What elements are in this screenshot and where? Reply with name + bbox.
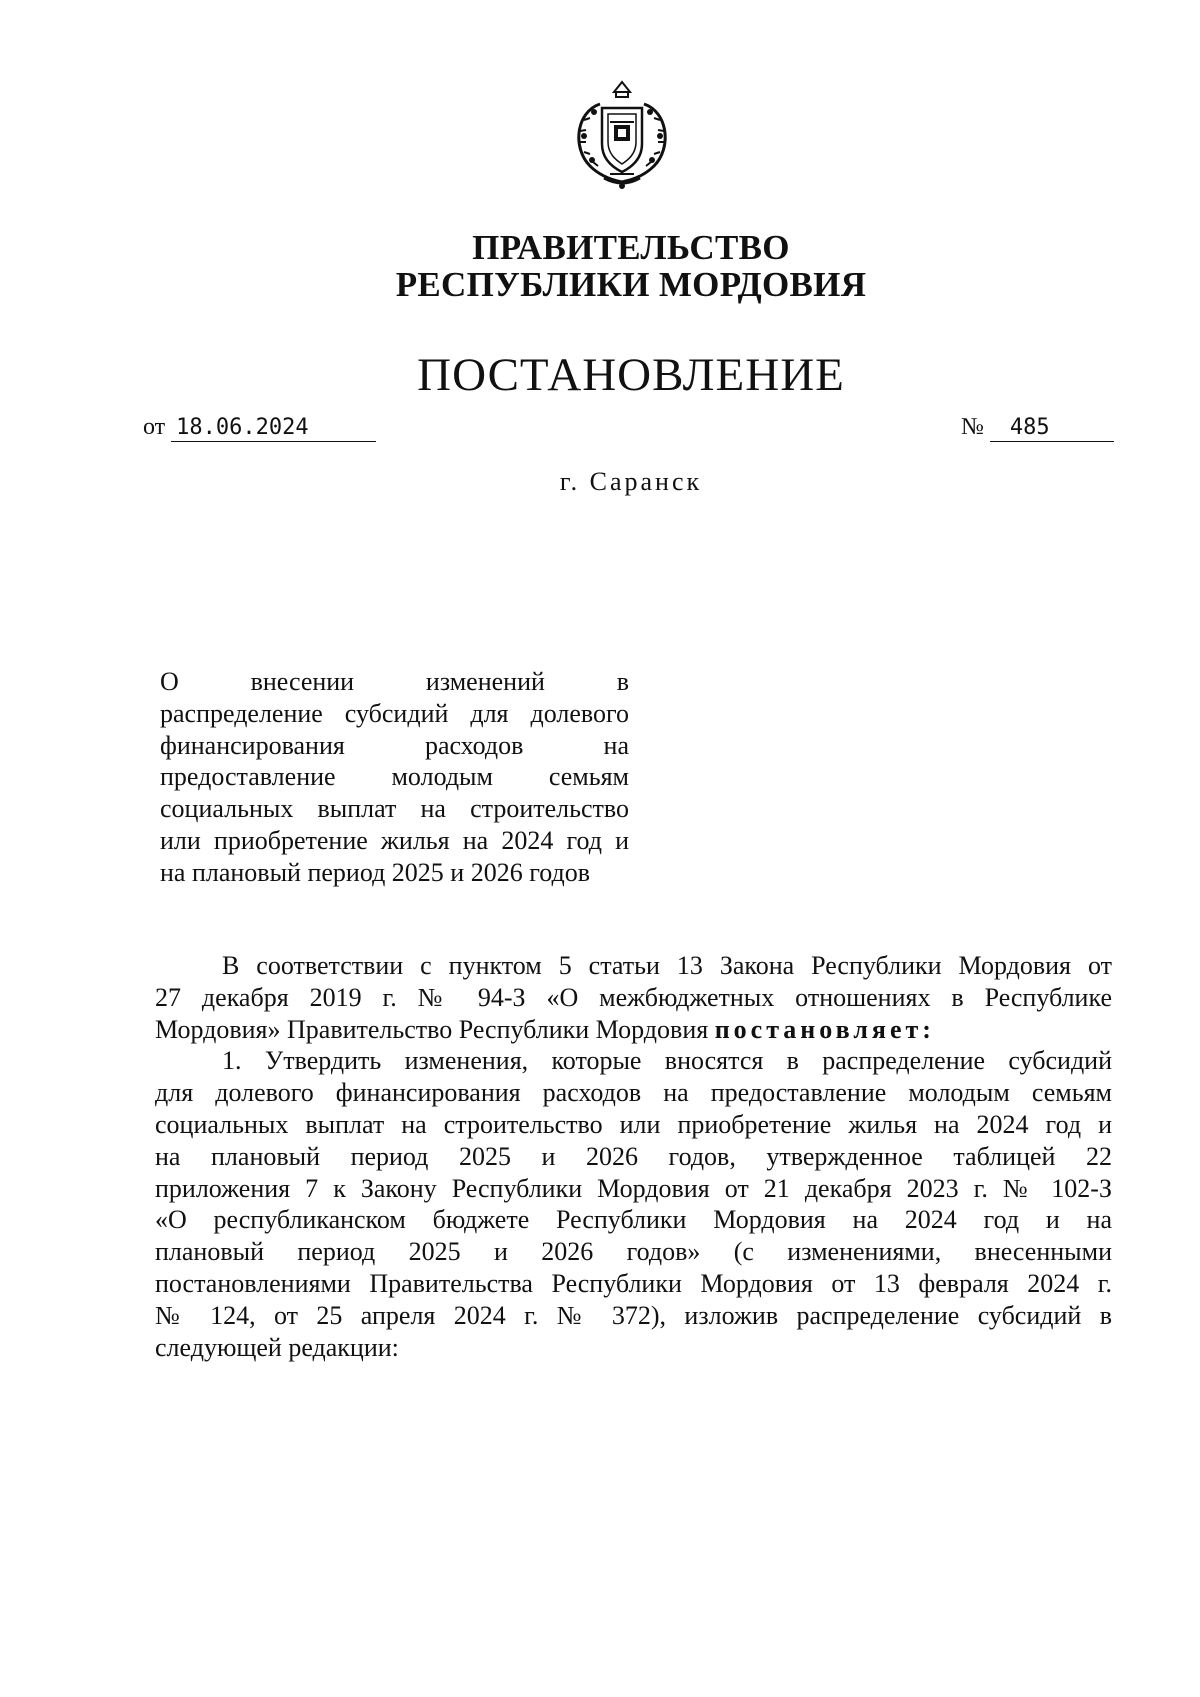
body-line: на плановый период 2025 и 2026 годов, утвержденное таблицей 22 — [155, 1141, 1112, 1171]
subject-line: социальных выплат на строительство — [160, 794, 629, 824]
city-name: г. Саранск — [559, 467, 703, 496]
body-line: В соответствии с пунктом 5 статьи 13 Закона Республики Мордовия от — [222, 951, 1112, 980]
document-subject — [160, 666, 629, 889]
subject-line: на плановый период 2025 и 2026 годов — [160, 857, 590, 887]
body-line: 1. Утвердить изменения, которые вносятся в распределение субсидий — [222, 1046, 1112, 1076]
body-line: постановлениями Правительства Республики Мордовия от 13 февраля 2024 г. — [155, 1268, 1112, 1298]
document-number — [961, 414, 1114, 442]
date-prefix: от — [143, 414, 166, 440]
date-value: 18.06.2024 — [171, 415, 376, 442]
subject-line: финансирования расходов на — [160, 730, 629, 760]
body-line: «О республиканском бюджете Республики Мордовия на 2024 год и на — [155, 1205, 1112, 1235]
body-line: следующей редакции: — [155, 1332, 399, 1362]
number-value: 485 — [990, 415, 1114, 442]
subject-line: О внесении изменений в — [160, 667, 629, 696]
body-line: для долевого финансирования расходов на предоставление молодым семьям — [155, 1078, 1112, 1108]
document-body — [155, 950, 1112, 1363]
body-line: социальных выплат на строительство или приобретение жилья на 2024 год и — [155, 1109, 1112, 1139]
body-line: № 124, от 25 апреля 2024 г. № 372), изложив распределение субсидий в — [155, 1300, 1112, 1330]
body-line-text: Мордовия» Правительство Республики Мордовия — [155, 1014, 709, 1044]
body-line: плановый период 2025 и 2026 годов» (с изменениями, внесенными — [155, 1237, 1112, 1267]
organization-name-line1: ПРАВИТЕЛЬСТВО — [472, 228, 790, 267]
subject-line: распределение субсидий для долевого — [160, 698, 629, 728]
resolves-keyword: постановляет: — [714, 1014, 935, 1044]
body-line: приложения 7 к Закону Республики Мордовия от 21 декабря 2023 г. № 102-З — [155, 1173, 1112, 1203]
body-line: 27 декабря 2019 г. № 94-З «О межбюджетных отношениях в Республике — [155, 982, 1112, 1012]
coat-of-arms-icon — [570, 78, 674, 192]
number-prefix: № — [961, 414, 984, 440]
organization-name-line2: РЕСПУБЛИКИ МОРДОВИЯ — [395, 265, 867, 304]
document-type-title: ПОСТАНОВЛЕНИЕ — [417, 349, 845, 401]
subject-line: или приобретение жилья на 2024 год и — [160, 825, 629, 855]
body-line-resolves — [155, 1014, 1112, 1046]
subject-line: предоставление молодым семьям — [160, 762, 629, 792]
document-date — [143, 414, 376, 442]
